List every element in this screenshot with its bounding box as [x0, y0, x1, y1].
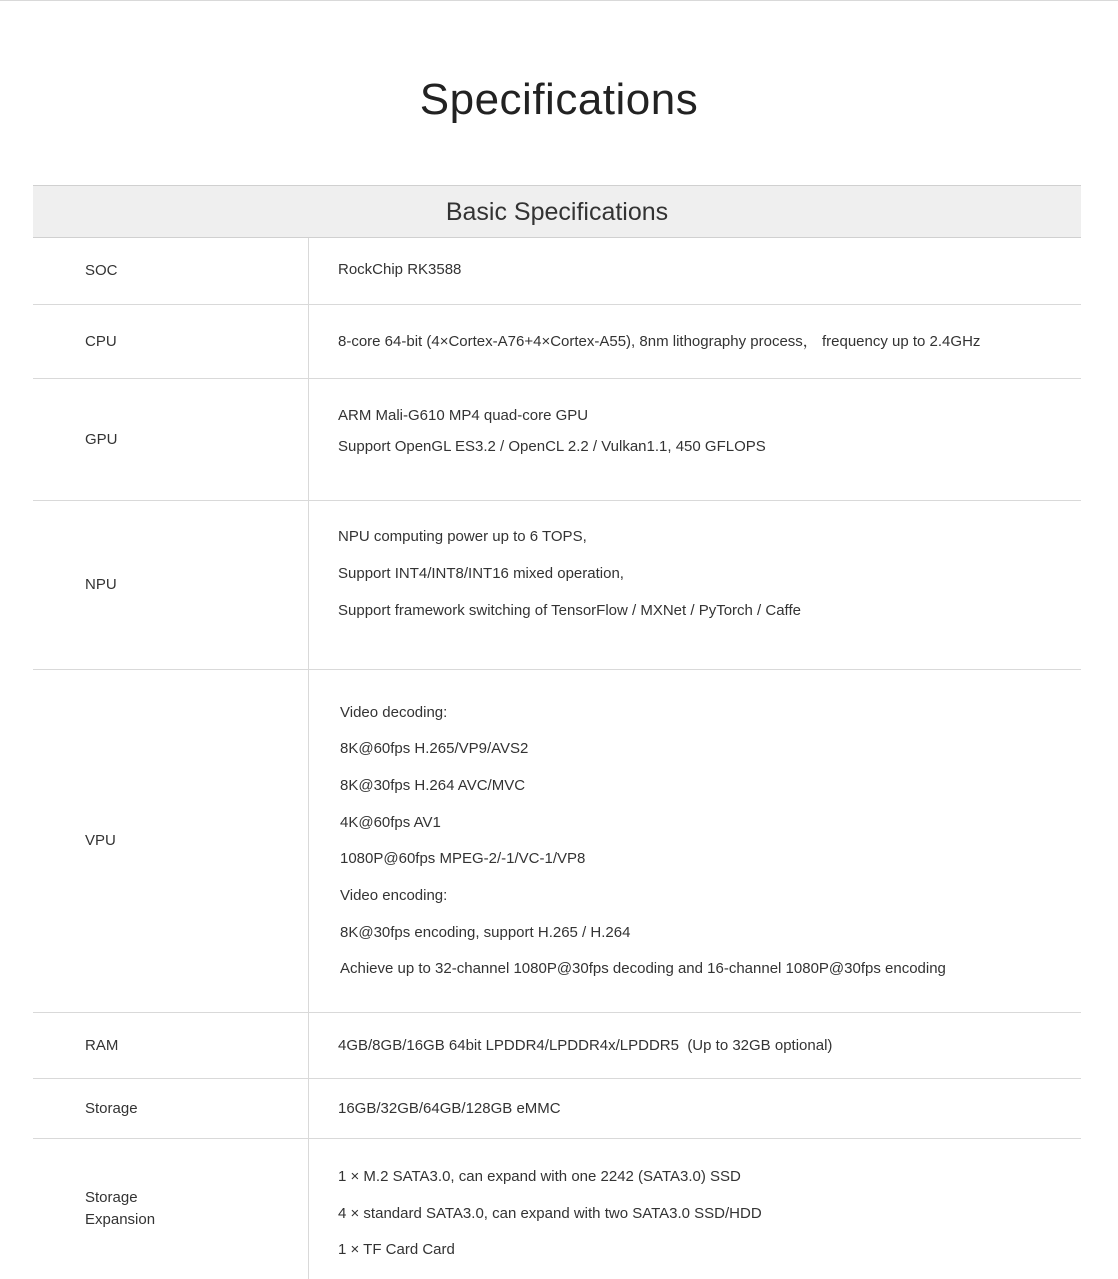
spec-row-storage-expansion: [33, 1139, 1081, 1279]
spec-row-ram: [33, 1013, 1081, 1079]
spec-value: [309, 238, 1081, 304]
section-header-basic-specifications: Basic Specifications: [33, 185, 1081, 238]
spec-label: Storage Expansion: [33, 1139, 309, 1279]
spec-value-line: 8K@30fps H.264 AVC/MVC: [340, 776, 526, 794]
spec-row-soc: [33, 238, 1081, 305]
spec-value-line: Video decoding:: [340, 703, 448, 721]
spec-value-line: NPU computing power up to 6 TOPS,: [338, 528, 587, 545]
spec-value: [309, 1013, 1081, 1078]
spec-value: [309, 501, 1081, 669]
spec-row-vpu: [33, 670, 1081, 1013]
top-divider: [0, 0, 1118, 1]
spec-label: SOC: [33, 238, 309, 304]
spec-value-line: 1080P@60fps MPEG-2/-1/VC-1/VP8: [340, 850, 586, 868]
spec-value-line: 4K@60fps AV1: [340, 813, 441, 831]
spec-value-line: Achieve up to 32-channel 1080P@30fps decoding and 16-channel 1080P@30fps encoding: [340, 960, 946, 978]
spec-value-line: 8K@60fps H.265/VP9/AVS2: [340, 740, 529, 758]
spec-value-line: 4GB/8GB/16GB 64bit LPDDR4/LPDDR4x/LPDDR5 (Up to 32GB optional): [338, 1036, 833, 1054]
page-title: Specifications: [419, 75, 699, 124]
spec-value: [309, 1079, 1081, 1138]
spec-value-line: Support OpenGL ES3.2 / OpenCL 2.2 / Vulkan1.1, 450 GFLOPS: [338, 438, 766, 455]
spec-value-line: ARM Mali-G610 MP4 quad-core GPU: [338, 407, 589, 424]
spec-value-line: 16GB/32GB/64GB/128GB eMMC: [338, 1099, 561, 1117]
spec-value-line: 1 × M.2 SATA3.0, can expand with one 2242 (SATA3.0) SSD: [338, 1168, 741, 1185]
spec-value: [309, 305, 1081, 378]
spec-value-line: 1 × TF Card Card: [338, 1241, 455, 1258]
spec-row-npu: [33, 501, 1081, 670]
spec-value: [309, 670, 1081, 1012]
spec-value-line: Video encoding:: [340, 887, 448, 905]
spec-label: GPU: [33, 379, 309, 500]
spec-value-line: RockChip RK3588: [338, 261, 462, 278]
spec-value: [309, 379, 1081, 500]
spec-label: NPU: [33, 501, 309, 669]
spec-value: [309, 1139, 1081, 1279]
spec-value-line: 4 × standard SATA3.0, can expand with two SATA3.0 SSD/HDD: [338, 1204, 762, 1222]
spec-value-line: Support INT4/INT8/INT16 mixed operation,: [338, 565, 624, 582]
spec-label: Storage: [33, 1079, 309, 1138]
spec-row-storage: [33, 1079, 1081, 1139]
spec-value-line: 8K@30fps encoding, support H.265 / H.264: [340, 923, 631, 941]
spec-row-cpu: [33, 305, 1081, 379]
spec-label: VPU: [33, 670, 309, 1012]
spec-label: RAM: [33, 1013, 309, 1078]
spec-row-gpu: [33, 379, 1081, 501]
spec-value-line: Support framework switching of TensorFlow / MXNet / PyTorch / Caffe: [338, 602, 801, 619]
spec-value-line: 8-core 64-bit (4×Cortex-A76+4×Cortex-A55), 8nm lithography process， frequency up to 2.4GHz: [338, 332, 981, 350]
spec-label: CPU: [33, 305, 309, 378]
spec-table: [33, 185, 1081, 1279]
